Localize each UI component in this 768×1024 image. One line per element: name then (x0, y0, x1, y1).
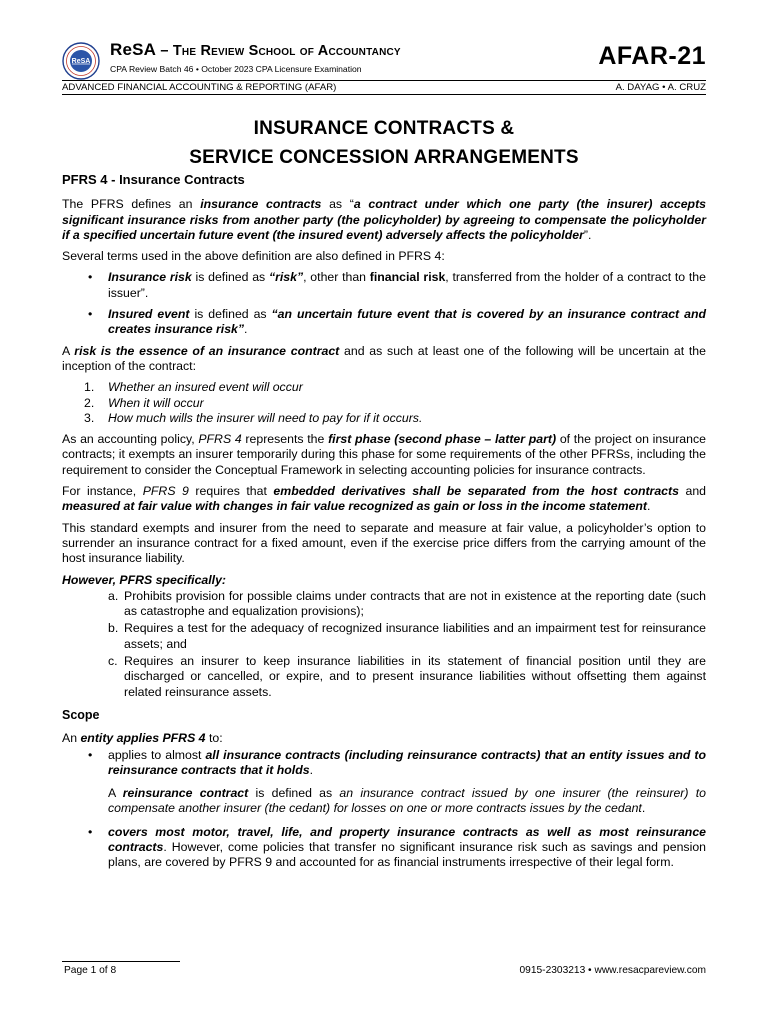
page-header (62, 40, 706, 78)
list-item: • applies to almost all insurance contracts (including reinsurance contracts) that an entity issues and to reinsurance contracts that it holds. (88, 747, 706, 777)
list-item: a. Prohibits provision for possible claims under contracts that are not in existence at the reporting date (such as catastrophe and equalization provisions); (108, 588, 706, 619)
document-title (62, 114, 706, 172)
header-rule (62, 80, 706, 81)
list-item: 1. Whether an insured event will occur (84, 380, 303, 395)
definition-paragraph: The PFRS defines an insurance contracts as “a contract under which one party (the insurer) accepts significant insurance risks from another party (the policyholder) by agreeing to compensate the policyholder if a specified uncertain future event (the insured event) adversely affects the policyholder”. (62, 197, 707, 242)
terms-intro: Several terms used in the above definition are also defined in PFRS 4: (62, 249, 445, 264)
title-line-2: SERVICE CONCESSION ARRANGEMENTS (189, 147, 579, 168)
reinsurance-definition: A reinsurance contract is defined as an insurance contract issued by one insurer (the reinsurer) to compensate another insurer (the cedant) for losses on one or more contracts issues by the cedant. (108, 786, 706, 816)
list-item: c. Requires an insurer to keep insurance liabilities in its statement of financial position until they are discharged or cancelled, or expire, and to present insurance liabilities without offsetting them against related reinsurance assets. (108, 654, 706, 699)
list-item: 2. When it will occur (84, 395, 204, 410)
svg-text:ReSA: ReSA (71, 58, 91, 65)
however-label: However, PFRS specifically: (62, 572, 227, 587)
handout-code: AFAR-21 (598, 42, 706, 70)
list-item: b. Requires a test for the adequacy of recognized insurance liabilities and an impairment test for reinsurance assets; and (108, 621, 706, 651)
page-number: Page 1 of 8 (64, 965, 117, 976)
exemption-paragraph: This standard exempts and insurer from the need to separate and measure at fair value, a policyholder’s option to surrender an insurance contract for a fixed amount, even if the exercise price differs from the carrying amount of the host insurance liability. (62, 520, 706, 566)
contact-info: 0915-2303213 • www.resacpareview.com (519, 965, 706, 976)
course-name: ADVANCED FINANCIAL ACCOUNTING & REPORTING (AFAR) (62, 82, 337, 93)
list-item: • Insured event is defined as “an uncertain future event that is covered by an insurance contract and creates insurance risk”. (88, 307, 706, 337)
list-item: 3. How much wills the insurer will need to pay for if it occurs. (84, 410, 423, 425)
risk-paragraph: A risk is the essence of an insurance contract and as such at least one of the following will be uncertain at the inception of the contract: (62, 343, 706, 373)
title-line-1: INSURANCE CONTRACTS & (253, 118, 515, 139)
school-name: ReSA – The Review School of Accountancy (110, 40, 401, 59)
accounting-policy-paragraph: As an accounting policy, PFRS 4 represents the first phase (second phase – latter part) of the project on insurance contracts; it exempts an insurer temporarily during this phase for some requirements of the other PFRSs, including the requirement to consider the Conceptual Framework in selecting accounting policies for insurance contracts. (62, 432, 706, 477)
course-line (62, 82, 706, 93)
numbered-list (62, 380, 706, 426)
subheader-rule (62, 94, 706, 95)
section-heading: PFRS 4 - Insurance Contracts (62, 172, 245, 187)
list-item: • covers most motor, travel, life, and property insurance contracts as well as most reinsurance contracts. However, come policies that transfer no significant insurance risk such as savings and pension plans, are covered by PFRS 9 and accounted for as financial instruments irrespective of their legal form. (88, 824, 706, 870)
batch-info: CPA Review Batch 46 • October 2023 CPA Licensure Examination (110, 64, 362, 74)
scope-heading: Scope (62, 707, 100, 722)
document-body (62, 172, 706, 877)
resa-logo (62, 42, 100, 80)
pfrs9-paragraph: For instance, PFRS 9 requires that embedded derivatives shall be separated from the host contracts and measured at fair value with changes in fair value recognized as gain or loss in the income statement. (62, 484, 706, 514)
scope-intro: An entity applies PFRS 4 to: (62, 731, 223, 746)
authors: A. DAYAG • A. CRUZ (615, 82, 706, 93)
page-footer (64, 965, 706, 976)
list-item: • Insurance risk is defined as “risk”, other than financial risk, transferred from the holder of a contract to the issuer”. (88, 270, 706, 300)
requirements-list (62, 589, 706, 700)
footer-rule (62, 961, 180, 962)
